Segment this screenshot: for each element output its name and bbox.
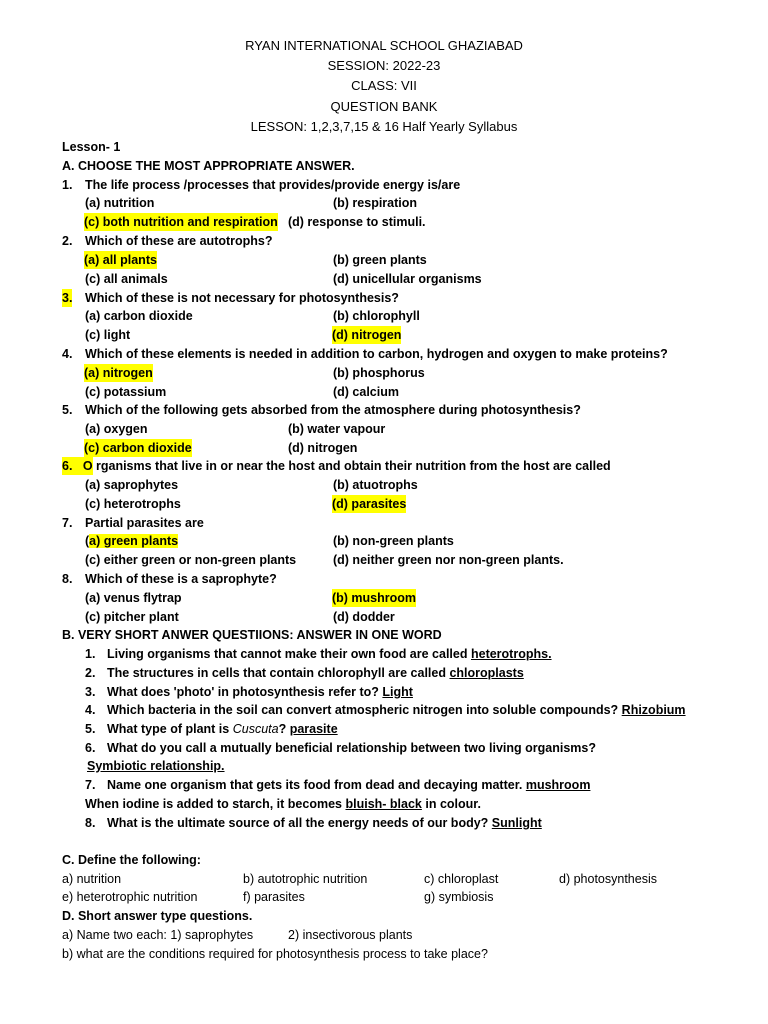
option-d-answer: (d) parasites <box>332 497 407 511</box>
question-number: 5. <box>85 722 96 736</box>
option-d: (d) calcium <box>333 385 399 399</box>
option-a: (a) saprophytes <box>85 478 179 492</box>
answer: Rhizobium <box>621 703 686 717</box>
define-item: b) autotrophic nutrition <box>243 872 368 886</box>
question-number: 1. <box>62 178 73 192</box>
question-number: 7. <box>62 516 73 530</box>
question-mark: ? <box>278 722 287 736</box>
document-type: QUESTION BANK <box>330 99 438 114</box>
question-number: 8. <box>62 572 73 586</box>
question-text: Which of the following gets absorbed from the atmosphere during photosynthesis? <box>85 403 581 417</box>
option-c: (c) light <box>85 328 131 342</box>
option-b: (b) non-green plants <box>333 534 454 548</box>
option-a: (a) nutrition <box>85 196 155 210</box>
option-a-answer: (a) nitrogen <box>84 366 153 380</box>
answer: Light <box>382 685 413 699</box>
option-a: (a) venus flytrap <box>85 591 182 605</box>
option-d: (d) dodder <box>333 610 395 624</box>
section-b-heading: B. VERY SHORT ANWER QUESTIIONS: ANSWER IN ONE WORD <box>62 628 442 642</box>
option-d: (d) response to stimuli. <box>288 215 426 229</box>
question-text: Which bacteria in the soil can convert atmospheric nitrogen into soluble compounds? <box>107 703 619 717</box>
option-c: (c) either green or non-green plants <box>85 553 297 567</box>
question-text: What type of plant is <box>107 722 230 736</box>
option-b: (b) green plants <box>333 253 427 267</box>
question-number: 1. <box>85 647 96 661</box>
section-c-heading: C. Define the following: <box>62 853 201 867</box>
option-a-answer-row <box>85 532 178 550</box>
option-b: (b) phosphorus <box>333 366 425 380</box>
short-question-part: 2) insectivorous plants <box>288 928 413 942</box>
question-row <box>107 645 552 663</box>
question-row <box>107 720 338 738</box>
define-item: a) nutrition <box>62 872 122 886</box>
define-item: f) parasites <box>243 890 305 904</box>
question-text: What do you call a mutually beneficial relationship between two living organisms? <box>107 741 596 755</box>
question-number: 2. <box>62 234 73 248</box>
question-first-letter: O <box>82 459 93 473</box>
option-b-answer: (b) mushroom <box>332 591 417 605</box>
option-d: (d) unicellular organisms <box>333 272 482 286</box>
answer: Sunlight <box>491 816 542 830</box>
option-b: (b) chlorophyll <box>333 309 420 323</box>
option-c-answer: (c) carbon dioxide <box>84 441 192 455</box>
option-b: (b) respiration <box>333 196 418 210</box>
option-d-answer: (d) nitrogen <box>332 328 402 342</box>
option-c: (c) pitcher plant <box>85 610 179 624</box>
short-question: b) what are the conditions required for photosynthesis process to take place? <box>62 947 488 961</box>
question-number: 7. <box>85 778 96 792</box>
statement-text: When iodine is added to starch, it becomes <box>85 797 342 811</box>
question-number: 4. <box>85 703 96 717</box>
answer: mushroom <box>525 778 591 792</box>
question-text: Partial parasites are <box>85 516 204 530</box>
class-label: CLASS: VII <box>351 78 417 93</box>
question-row <box>107 683 413 701</box>
question-number: 5. <box>62 403 73 417</box>
option-a-answer: (a) all plants <box>84 253 157 267</box>
question-text: Which of these elements is needed in addition to carbon, hydrogen and oxygen to make proteins? <box>85 347 668 361</box>
option-d: (d) nitrogen <box>288 441 358 455</box>
question-text: Name one organism that gets its food from dead and decaying matter. <box>107 778 523 792</box>
question-number <box>62 457 93 475</box>
question-text: The life process /processes that provides/provide energy is/are <box>85 178 461 192</box>
answer: heterotrophs. <box>470 647 552 661</box>
option-c: (c) potassium <box>85 385 167 399</box>
define-item: d) photosynthesis <box>559 872 657 886</box>
option-a-paren: ( <box>85 534 90 548</box>
school-name: RYAN INTERNATIONAL SCHOOL GHAZIABAD <box>245 38 523 53</box>
answer: chloroplasts <box>449 666 524 680</box>
section-a-heading: A. CHOOSE THE MOST APPROPRIATE ANSWER. <box>62 159 355 173</box>
option-c: (c) all animals <box>85 272 168 286</box>
option-a: (a) carbon dioxide <box>85 309 193 323</box>
question-text: Which of these is not necessary for photosynthesis? <box>85 291 399 305</box>
question-row <box>107 701 686 719</box>
define-item: g) symbiosis <box>424 890 494 904</box>
question-number: 6. <box>85 741 96 755</box>
question-row <box>107 664 524 682</box>
question-text: Which of these are autotrophs? <box>85 234 273 248</box>
question-number: 3. <box>62 291 73 305</box>
short-question: a) Name two each: 1) saprophytes <box>62 928 254 942</box>
question-text: What does 'photo' in photosynthesis refer to? <box>107 685 379 699</box>
question-text: The structures in cells that contain chlorophyll are called <box>107 666 446 680</box>
question-text: What is the ultimate source of all the energy needs of our body? <box>107 816 489 830</box>
lesson-label: Lesson- 1 <box>62 140 121 154</box>
section-d-heading: D. Short answer type questions. <box>62 909 253 923</box>
question-number: 4. <box>62 347 73 361</box>
lesson-syllabus: LESSON: 1,2,3,7,15 & 16 Half Yearly Syllabus <box>250 119 518 134</box>
option-a: (a) oxygen <box>85 422 148 436</box>
option-b: (b) atuotrophs <box>333 478 418 492</box>
question-row <box>107 814 542 832</box>
question-text: rganisms that live in or near the host and obtain their nutrition from the host are called <box>96 459 611 473</box>
option-a-answer: a) green plants <box>89 534 179 548</box>
option-d: (d) neither green nor non-green plants. <box>333 553 564 567</box>
answer: Symbiotic relationship. <box>87 759 225 773</box>
question-number: 8. <box>85 816 96 830</box>
question-number-text: 6. <box>62 459 73 473</box>
define-item: e) heterotrophic nutrition <box>62 890 198 904</box>
question-row <box>107 776 590 794</box>
question-number: 3. <box>85 685 96 699</box>
statement-row <box>85 795 481 813</box>
option-c-answer: (c) both nutrition and respiration <box>84 215 278 229</box>
option-b: (b) water vapour <box>288 422 386 436</box>
option-c: (c) heterotrophs <box>85 497 181 511</box>
answer: parasite <box>289 722 338 736</box>
define-item: c) chloroplast <box>424 872 499 886</box>
question-text: Living organisms that cannot make their own food are called <box>107 647 468 661</box>
question-text: Which of these is a saprophyte? <box>85 572 277 586</box>
italic-term: Cuscuta <box>232 722 279 736</box>
question-number: 2. <box>85 666 96 680</box>
answer: bluish- black <box>345 797 422 811</box>
session: SESSION: 2022-23 <box>327 58 441 73</box>
statement-tail: in colour. <box>425 797 481 811</box>
